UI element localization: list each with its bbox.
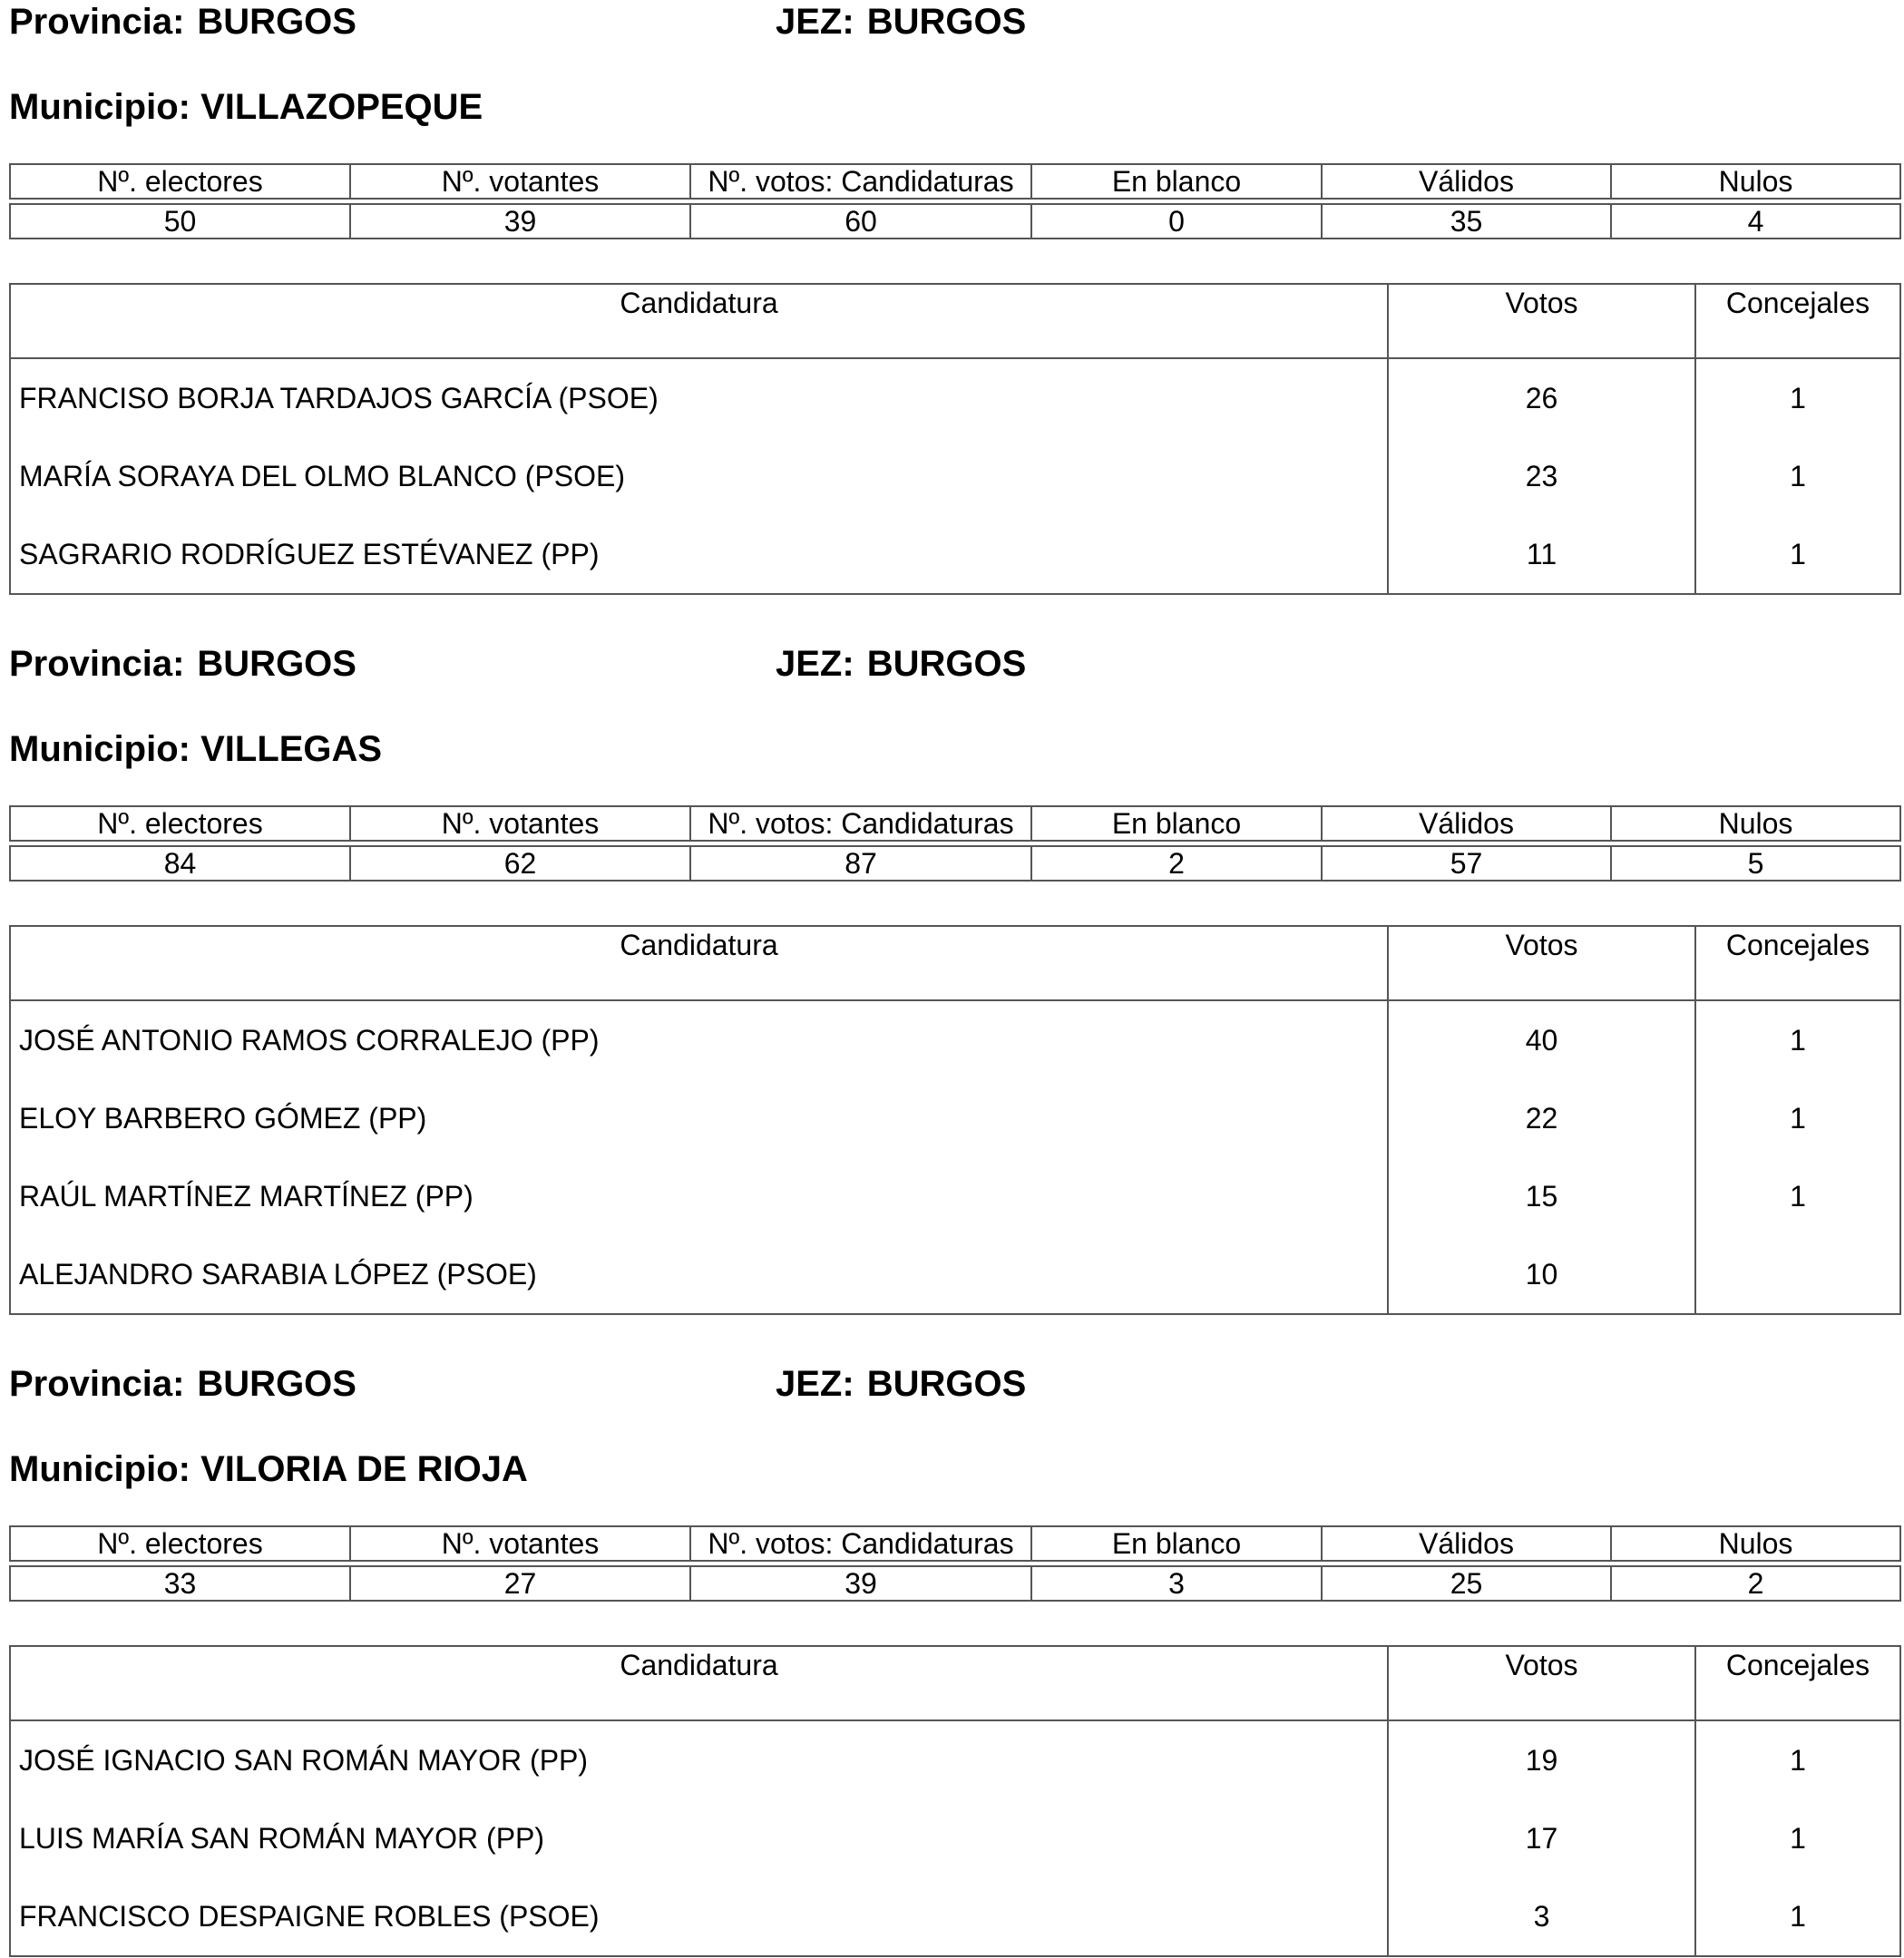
provincia-line — [9, 1362, 356, 1406]
header-votos-candidaturas: Nº. votos: Candidaturas — [690, 1526, 1031, 1561]
provincia-label: Provincia: — [9, 644, 185, 684]
candidates-table — [9, 283, 1901, 595]
candidates-header-row — [10, 926, 1900, 1000]
candidate-concejales: 1 — [1790, 1024, 1806, 1057]
provincia-line — [9, 0, 356, 44]
municipio-title — [9, 727, 382, 771]
stats-header-table — [9, 805, 1901, 842]
jez-line — [776, 642, 1026, 686]
stats-value-table — [9, 203, 1901, 239]
candidate-row — [10, 437, 1900, 515]
candidate-row — [10, 1877, 1900, 1956]
stats-header-table — [9, 1525, 1901, 1562]
header-en-blanco: En blanco — [1031, 1526, 1322, 1561]
header-candidatura: Candidatura — [10, 284, 1388, 358]
jez-line — [776, 1362, 1026, 1406]
candidate-concejales: 1 — [1790, 382, 1806, 414]
provincia-value: BURGOS — [197, 2, 356, 42]
value-validos: 57 — [1322, 846, 1611, 881]
candidate-votos: 3 — [1388, 1877, 1695, 1956]
jez-label: JEZ: — [776, 644, 854, 684]
value-validos: 35 — [1322, 204, 1611, 239]
candidate-concejales: 1 — [1790, 1744, 1806, 1777]
candidate-row — [10, 358, 1900, 437]
jez-value: BURGOS — [866, 2, 1027, 42]
value-nulos: 2 — [1611, 1566, 1900, 1601]
header-concejales: Concejales — [1695, 284, 1900, 358]
candidate-name: JOSÉ IGNACIO SAN ROMÁN MAYOR (PP) — [10, 1720, 1388, 1799]
stats-value-table — [9, 845, 1901, 882]
candidate-name: MARÍA SORAYA DEL OLMO BLANCO (PSOE) — [10, 437, 1388, 515]
jez-line — [776, 0, 1026, 44]
header-concejales: Concejales — [1695, 1646, 1900, 1720]
stats-value-row — [10, 846, 1900, 881]
header-candidatura: Candidatura — [10, 1646, 1388, 1720]
provincia-line — [9, 642, 356, 686]
candidate-concejales: 1 — [1790, 1822, 1806, 1855]
header-votos: Votos — [1388, 284, 1695, 358]
candidate-votos: 23 — [1388, 437, 1695, 515]
stats-header-row — [10, 164, 1900, 199]
jez-label: JEZ: — [776, 1364, 854, 1404]
candidate-name: FRANCISO BORJA TARDAJOS GARCÍA (PSOE) — [10, 358, 1388, 437]
jez-label: JEZ: — [776, 2, 854, 42]
stats-header-row — [10, 1526, 1900, 1561]
candidate-name: ALEJANDRO SARABIA LÓPEZ (PSOE) — [10, 1235, 1388, 1314]
value-en-blanco: 3 — [1031, 1566, 1322, 1601]
municipio-label: Municipio: — [9, 87, 190, 127]
candidate-concejales: 1 — [1790, 1102, 1806, 1135]
jez-value: BURGOS — [866, 644, 1027, 684]
value-votos-candidaturas: 60 — [690, 204, 1031, 239]
candidate-votos: 26 — [1388, 358, 1695, 437]
candidate-concejales: 1 — [1790, 538, 1806, 570]
value-electores: 50 — [10, 204, 350, 239]
candidate-votos: 22 — [1388, 1079, 1695, 1157]
header-votos: Votos — [1388, 926, 1695, 1000]
candidate-name: FRANCISCO DESPAIGNE ROBLES (PSOE) — [10, 1877, 1388, 1956]
value-votantes: 39 — [350, 204, 690, 239]
value-votantes: 62 — [350, 846, 690, 881]
candidates-header-row — [10, 1646, 1900, 1720]
value-votos-candidaturas: 39 — [690, 1566, 1031, 1601]
candidate-row — [10, 515, 1900, 594]
header-concejales: Concejales — [1695, 926, 1900, 1000]
header-electores: Nº. electores — [10, 806, 350, 841]
value-validos: 25 — [1322, 1566, 1611, 1601]
header-votantes: Nº. votantes — [350, 1526, 690, 1561]
value-electores: 33 — [10, 1566, 350, 1601]
header-validos: Válidos — [1322, 806, 1611, 841]
candidate-votos: 19 — [1388, 1720, 1695, 1799]
candidate-concejales: 1 — [1790, 460, 1806, 492]
candidates-table — [9, 1645, 1901, 1957]
header-validos: Válidos — [1322, 1526, 1611, 1561]
value-nulos: 4 — [1611, 204, 1900, 239]
header-en-blanco: En blanco — [1031, 164, 1322, 199]
value-en-blanco: 0 — [1031, 204, 1322, 239]
municipio-value: VILLEGAS — [200, 729, 383, 769]
candidate-votos: 11 — [1388, 515, 1695, 594]
value-electores: 84 — [10, 846, 350, 881]
header-en-blanco: En blanco — [1031, 806, 1322, 841]
stats-value-table — [9, 1565, 1901, 1602]
candidate-concejales: 1 — [1790, 1900, 1806, 1933]
municipio-label: Municipio: — [9, 1449, 190, 1489]
header-votantes: Nº. votantes — [350, 806, 690, 841]
candidate-concejales — [1695, 1235, 1900, 1314]
header-candidatura: Candidatura — [10, 926, 1388, 1000]
candidate-name: LUIS MARÍA SAN ROMÁN MAYOR (PP) — [10, 1799, 1388, 1877]
candidate-votos: 15 — [1388, 1157, 1695, 1235]
candidate-name: SAGRARIO RODRÍGUEZ ESTÉVANEZ (PP) — [10, 515, 1388, 594]
municipio-value: VILLAZOPEQUE — [200, 87, 483, 127]
stats-value-row — [10, 204, 1900, 239]
header-nulos: Nulos — [1611, 1526, 1900, 1561]
candidate-row — [10, 1799, 1900, 1877]
candidate-votos: 40 — [1388, 1000, 1695, 1079]
candidate-row — [10, 1000, 1900, 1079]
candidate-row — [10, 1720, 1900, 1799]
stats-header-table — [9, 163, 1901, 200]
header-validos: Válidos — [1322, 164, 1611, 199]
provincia-label: Provincia: — [9, 2, 185, 42]
candidate-name: JOSÉ ANTONIO RAMOS CORRALEJO (PP) — [10, 1000, 1388, 1079]
candidate-votos: 17 — [1388, 1799, 1695, 1877]
provincia-value: BURGOS — [197, 644, 356, 684]
provincia-label: Provincia: — [9, 1364, 185, 1404]
stats-value-row — [10, 1566, 1900, 1601]
value-en-blanco: 2 — [1031, 846, 1322, 881]
municipio-label: Municipio: — [9, 729, 190, 769]
candidate-votos: 10 — [1388, 1235, 1695, 1314]
value-nulos: 5 — [1611, 846, 1900, 881]
candidate-row — [10, 1079, 1900, 1157]
candidate-row — [10, 1157, 1900, 1235]
jez-value: BURGOS — [866, 1364, 1027, 1404]
header-votantes: Nº. votantes — [350, 164, 690, 199]
candidates-header-row — [10, 284, 1900, 358]
candidate-concejales: 1 — [1790, 1180, 1806, 1213]
candidate-name: RAÚL MARTÍNEZ MARTÍNEZ (PP) — [10, 1157, 1388, 1235]
header-electores: Nº. electores — [10, 164, 350, 199]
stats-header-row — [10, 806, 1900, 841]
provincia-value: BURGOS — [197, 1364, 356, 1404]
candidate-name: ELOY BARBERO GÓMEZ (PP) — [10, 1079, 1388, 1157]
value-votantes: 27 — [350, 1566, 690, 1601]
header-votos-candidaturas: Nº. votos: Candidaturas — [690, 806, 1031, 841]
municipio-value: VILORIA DE RIOJA — [200, 1449, 528, 1489]
candidate-row — [10, 1235, 1900, 1314]
header-nulos: Nulos — [1611, 164, 1900, 199]
header-votos: Votos — [1388, 1646, 1695, 1720]
candidates-table — [9, 925, 1901, 1315]
municipio-title — [9, 1447, 528, 1491]
value-votos-candidaturas: 87 — [690, 846, 1031, 881]
header-electores: Nº. electores — [10, 1526, 350, 1561]
header-votos-candidaturas: Nº. votos: Candidaturas — [690, 164, 1031, 199]
header-nulos: Nulos — [1611, 806, 1900, 841]
municipio-title — [9, 85, 483, 129]
